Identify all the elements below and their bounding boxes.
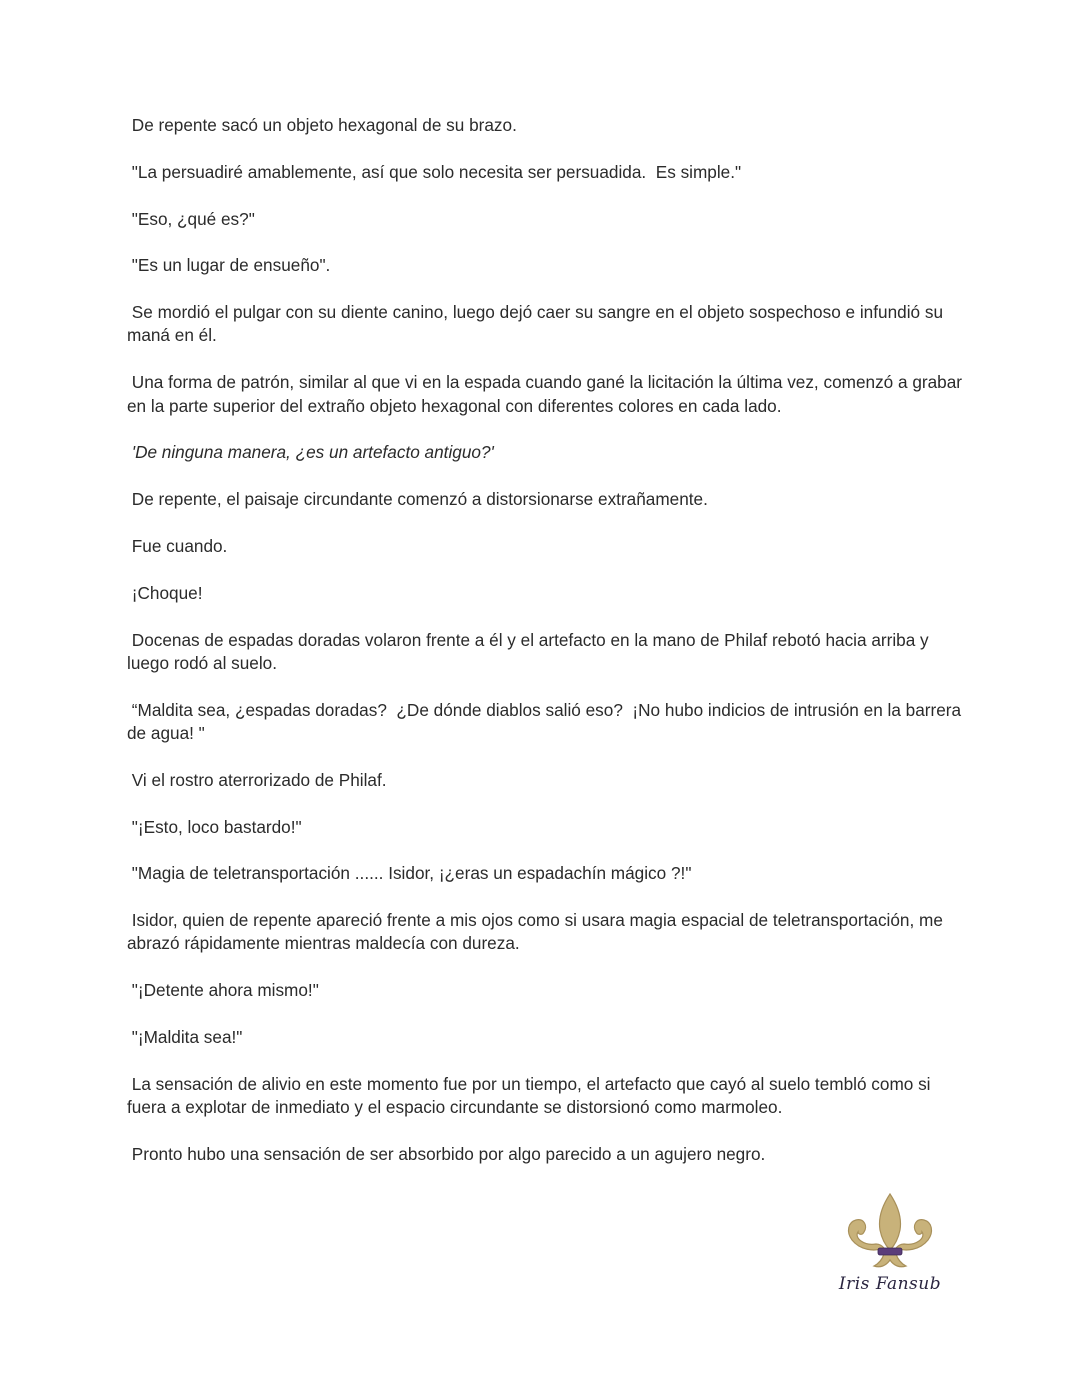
paragraph: Una forma de patrón, similar al que vi en la espada cuando gané la licitación la última vez, comenzó a grabar en la parte superior del extraño objeto hexagonal con diferentes colores en cada lado. [127,372,967,416]
paragraph: "Es un lugar de ensueño". [127,255,331,276]
paragraph: 'De ninguna manera, ¿es un artefacto antiguo?' [127,442,494,463]
paragraph: ¡Choque! [127,582,203,603]
fleur-de-lis-icon [838,1192,942,1272]
paragraph: "¡Detente ahora mismo!" [127,980,319,1001]
paragraph: "Magia de teletransportación ...... Isidor, ¡¿eras un espadachín mágico ?!" [127,863,692,884]
document-body [127,114,967,1190]
paragraph: "¡Maldita sea!" [127,1027,243,1048]
paragraph: Pronto hubo una sensación de ser absorbido por algo parecido a un agujero negro. [127,1143,766,1164]
paragraph: Vi el rostro aterrorizado de Philaf. [127,769,387,790]
iris-fansub-logo [838,1192,942,1304]
paragraph: “Maldita sea, ¿espadas doradas? ¿De dónde diablos salió eso? ¡No hubo indicios de intrusión en la barrera de agua! " [127,699,966,743]
paragraph: "Eso, ¿qué es?" [127,208,255,229]
paragraph: Isidor, quien de repente apareció frente a mis ojos como si usara magia espacial de teletransportación, me abrazó rápidamente mientras maldecía con dureza. [127,910,948,954]
paragraph: La sensación de alivio en este momento fue por un tiempo, el artefacto que cayó al suelo tembló como si fuera a explotar de inmediato y el espacio circundante se distorsionó como marmoleo. [127,1073,936,1118]
paragraph: "¡Esto, loco bastardo!" [127,816,302,837]
paragraph: "La persuadiré amablemente, así que solo necesita ser persuadida. Es simple." [127,161,742,182]
paragraph: Se mordió el pulgar con su diente canino, luego dejó caer su sangre en el objeto sospechoso e infundió su maná en él. [127,302,948,346]
paragraph: De repente sacó un objeto hexagonal de su brazo. [127,115,517,135]
paragraph: Fue cuando. [127,535,228,556]
paragraph: De repente, el paisaje circundante comenzó a distorsionarse extrañamente. [127,489,708,510]
paragraph: Docenas de espadas doradas volaron frente a él y el artefacto en la mano de Philaf rebotó hacia arriba y luego rodó al suelo. [127,629,934,673]
logo-text: Iris Fansub [838,1274,942,1294]
